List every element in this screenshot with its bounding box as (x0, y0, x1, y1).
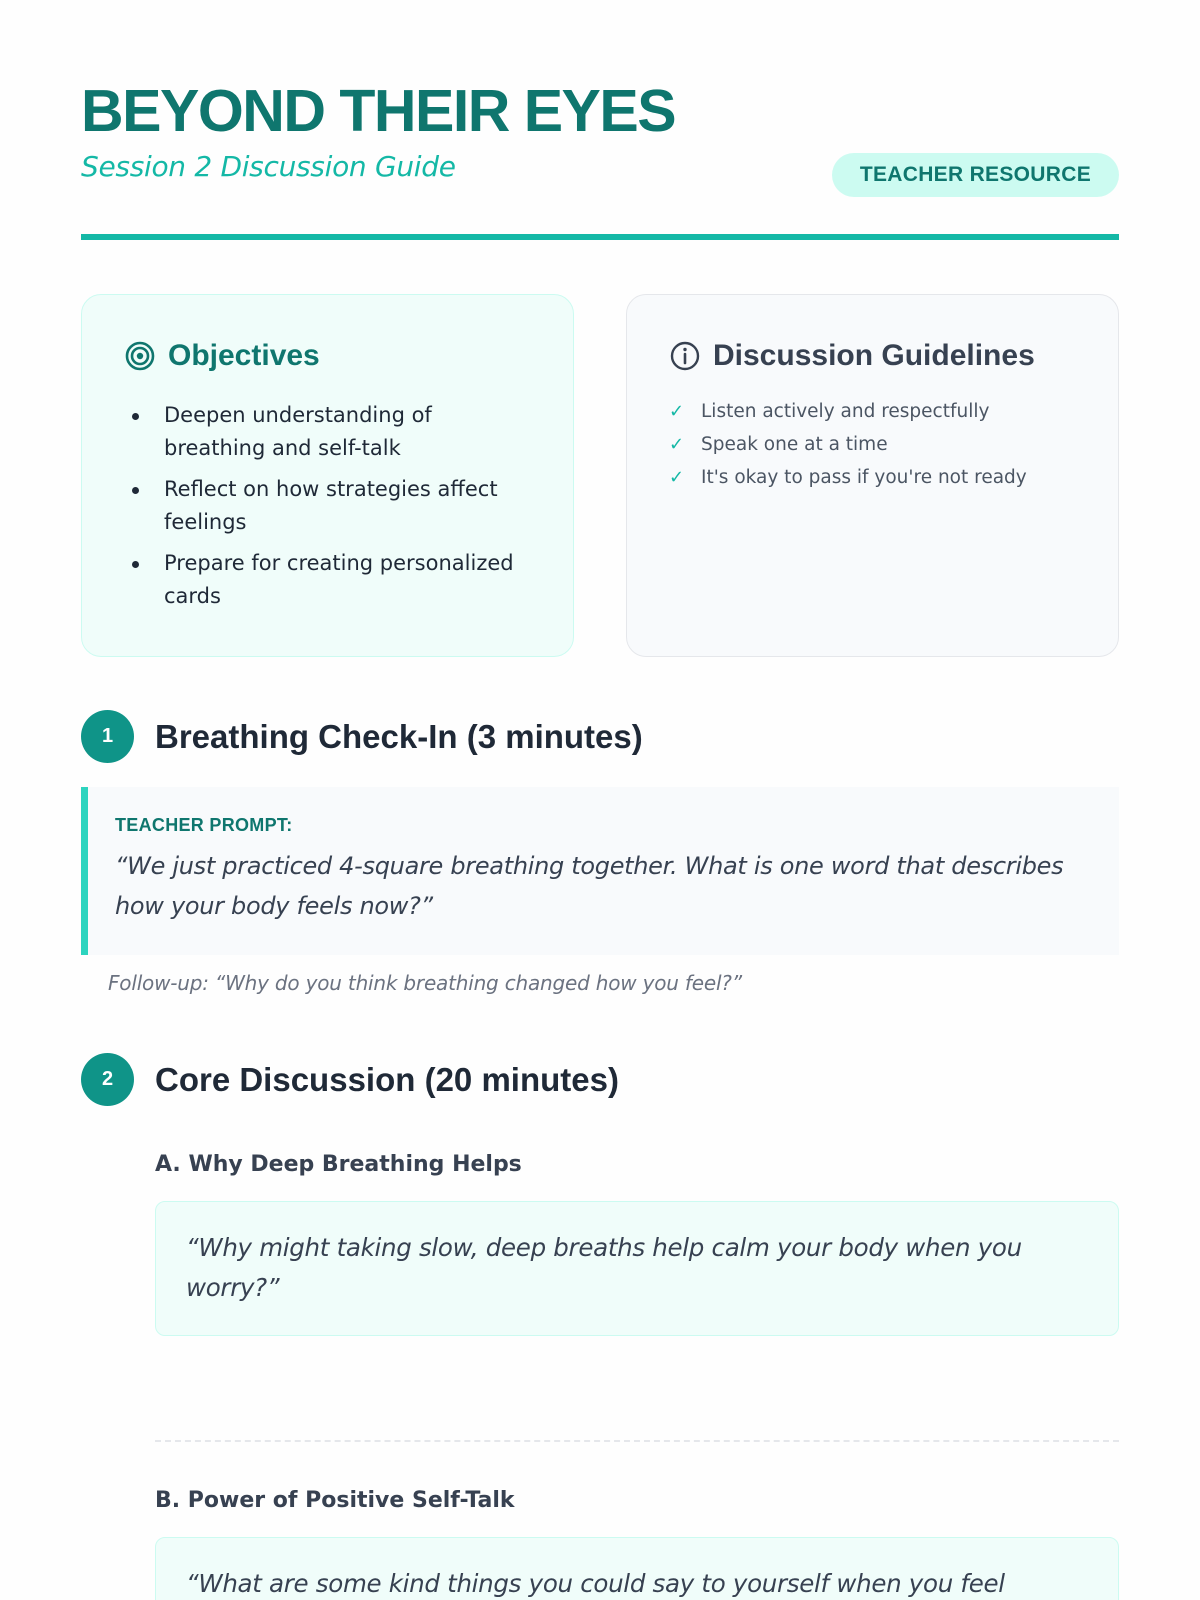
subsection-title: A. Why Deep Breathing Helps (155, 1152, 522, 1177)
objectives-list (124, 399, 533, 613)
objectives-header (124, 339, 533, 373)
guidelines-header (669, 339, 1078, 373)
section-number-badge: 1 (81, 710, 134, 763)
question-box (155, 1201, 1119, 1336)
guideline-item (669, 395, 1078, 428)
section-header (81, 1053, 1119, 1106)
section-number-badge: 2 (81, 1053, 134, 1106)
guidelines-card (626, 294, 1119, 657)
objectives-card (81, 294, 574, 657)
check-icon: ✓ (669, 467, 685, 488)
question-text: “What are some kind things you could say to yourself when you feel (186, 1569, 1005, 1598)
question-text: “Why might taking slow, deep breaths help calm your body when you worry?” (186, 1233, 1022, 1302)
teacher-prompt-text: “We just practiced 4-square breathing together. What is one word that describes how your body feels now?” (115, 852, 1064, 920)
page-title: BEYOND THEIR EYES (81, 78, 676, 144)
question-box (155, 1537, 1119, 1600)
resource-badge: TEACHER RESOURCE (832, 153, 1119, 197)
subsection-title: B. Power of Positive Self-Talk (155, 1488, 515, 1513)
section-breathing-check-in (81, 710, 1119, 995)
section-title: Core Discussion (20 minutes) (155, 1060, 619, 1098)
info-cards (81, 294, 1119, 657)
guidelines-list (669, 395, 1078, 494)
objective-item: Deepen understanding of breathing and self-talk (132, 399, 533, 465)
guideline-text: It's okay to pass if you're not ready (701, 467, 1027, 488)
check-icon: ✓ (669, 434, 685, 455)
guideline-text: Listen actively and respectfully (701, 401, 990, 422)
guideline-text: Speak one at a time (701, 434, 888, 455)
guideline-item (669, 428, 1078, 461)
guidelines-title: Discussion Guidelines (713, 339, 1035, 372)
section-title: Breathing Check-In (3 minutes) (155, 717, 643, 755)
guideline-item (669, 461, 1078, 494)
objective-item: Reflect on how strategies affect feelings (132, 473, 533, 539)
teacher-prompt-label: TEACHER PROMPT: (115, 815, 293, 835)
info-icon (669, 340, 701, 372)
subsection-deep-breathing (155, 1152, 1119, 1442)
subsection-self-talk (155, 1488, 1119, 1600)
section-core-discussion (81, 1053, 1119, 1600)
page-subtitle: Session 2 Discussion Guide (81, 150, 456, 183)
header (81, 0, 1119, 240)
target-icon (124, 340, 156, 372)
objectives-title: Objectives (168, 339, 320, 372)
teacher-prompt-box (81, 787, 1119, 955)
check-icon: ✓ (669, 401, 685, 422)
objective-item: Prepare for creating personalized cards (132, 547, 533, 613)
section-header (81, 710, 1119, 763)
section-divider (155, 1440, 1119, 1442)
follow-up-question: Follow-up: “Why do you think breathing changed how you feel?” (108, 971, 742, 995)
